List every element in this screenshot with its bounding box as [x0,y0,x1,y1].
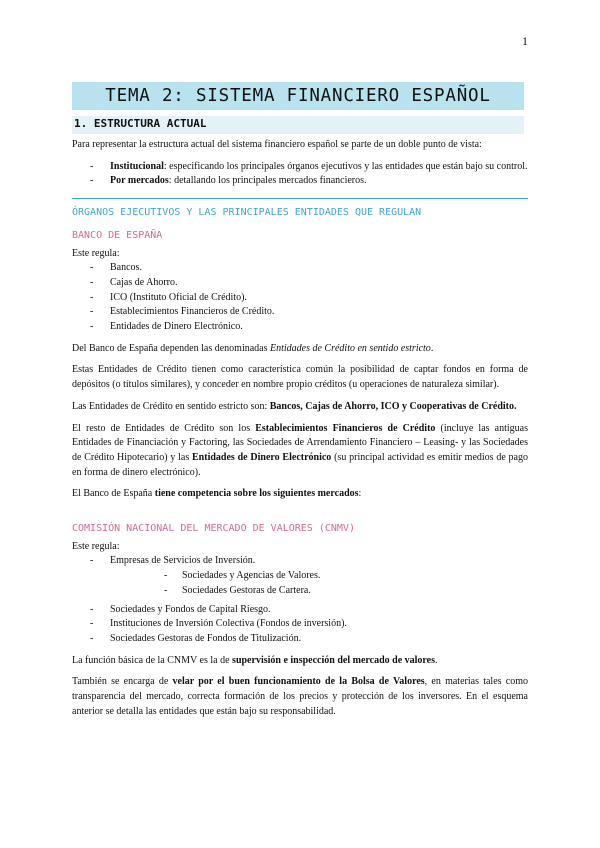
sub-list [110,569,528,598]
bold-term: Bancos, Cajas de Ahorro, ICO y Cooperativas de Crédito. [269,400,517,412]
list-item: - Establecimientos Financieros de Crédito. [72,305,528,320]
text: (su principal actividad es emitir medios de pago en forma de dinero electrónico). [72,451,528,478]
bold-term: supervisión e inspección del mercado de valores [232,654,436,666]
list-item: - Entidades de Dinero Electrónico. [72,320,528,335]
list-item: - Cajas de Ahorro. [72,276,528,291]
banco-paragraph-5 [72,487,528,502]
cnmv-paragraph-2 [72,675,528,719]
item-text: : detallando los principales mercados financieros. [168,175,367,187]
section-heading: 1. ESTRUCTURA ACTUAL [74,117,207,130]
cnmv-regula: Este regula: [72,540,120,552]
italic-term: Entidades de Crédito en sentido estricto [270,342,431,354]
bold-term: velar por el buen funcionamiento de la Bolsa de Valores [172,676,425,688]
sub-list-item: - Sociedades Gestoras de Cartera. [110,584,528,599]
text: El resto de Entidades de Crédito son los [72,422,256,434]
list-item [72,174,528,189]
viewpoint-list [72,160,528,189]
title-banner [72,82,524,110]
banco-paragraph-4 [72,422,528,481]
text: La función básica de la CNMV es la de [72,654,233,666]
item-text: : especificando los principales órganos ejecutivos y las entidades que están bajo su control. [163,160,528,172]
cnmv-heading: COMISIÓN NACIONAL DEL MERCADO DE VALORES (CNMV) [72,523,355,535]
text: . [430,342,434,354]
bold-term: Establecimientos Financieros de Crédito [255,422,436,434]
section-heading-banner [72,116,524,134]
list-item: - Sociedades y Fondos de Capital Riesgo. [72,603,528,618]
item-term: Institucional [110,160,164,172]
cnmv-list [72,554,528,646]
banco-regula: Este regula: [72,247,120,259]
banco-heading: BANCO DE ESPAÑA [72,229,163,241]
organs-heading: ÓRGANOS EJECUTIVOS Y LAS PRINCIPALES ENTIDADES QUE REGULAN [72,198,528,221]
banco-paragraph-2: Estas Entidades de Crédito tienen como característica común la posibilidad de captar fondos en forma de depósitos (o títulos similares), y conceder en nombre propio créditos (u operaciones de naturaleza similar). [72,364,528,391]
list-item: - Bancos. [72,261,528,276]
text: Las Entidades de Crédito en sentido estricto son: [72,400,270,412]
list-item [72,554,528,598]
banco-list [72,261,528,335]
document-body [72,138,528,727]
text: , en materias tales como transparencia del mercado, correcta formación de los precios y protección de los inversores. En el esquema anterior se detalla las entidades que están bajo su responsabilidad. [72,676,528,717]
sub-list-item: - Sociedades y Agencias de Valores. [110,569,528,584]
bold-term: tiene competencia sobre los siguientes mercados [154,488,359,500]
text: Del Banco de España dependen las denominadas [72,342,270,354]
item-text: Empresas de Servicios de Inversión. [110,555,256,567]
list-item: - Sociedades Gestoras de Fondos de Titulización. [72,632,528,647]
list-item: - ICO (Instituto Oficial de Crédito). [72,291,528,306]
text: El Banco de España [72,488,155,500]
page-title: TEMA 2: SISTEMA FINANCIERO ESPAÑOL [105,86,491,106]
text: También se encarga de [72,676,173,688]
text: . [435,654,438,666]
text: : [358,488,362,500]
intro-paragraph: Para representar la estructura actual del sistema financiero español se parte de un doble punto de vista: [72,139,482,150]
cnmv-paragraph-1 [72,654,528,669]
item-term: Por mercados [110,175,169,187]
list-item [72,160,528,175]
banco-paragraph-1 [72,342,528,357]
bold-term: Entidades de Dinero Electrónico [192,451,332,463]
banco-paragraph-3 [72,400,528,415]
text: (incluye las antiguas Entidades de Financiación y Factoring, las Sociedades de Arrendamiento Financiero – Leasing- y las Sociedades de Crédito Hipotecario) y las [72,422,528,463]
list-item: - Instituciones de Inversión Colectiva (Fondos de inversión). [72,617,528,632]
page-number: 1 [522,34,528,48]
